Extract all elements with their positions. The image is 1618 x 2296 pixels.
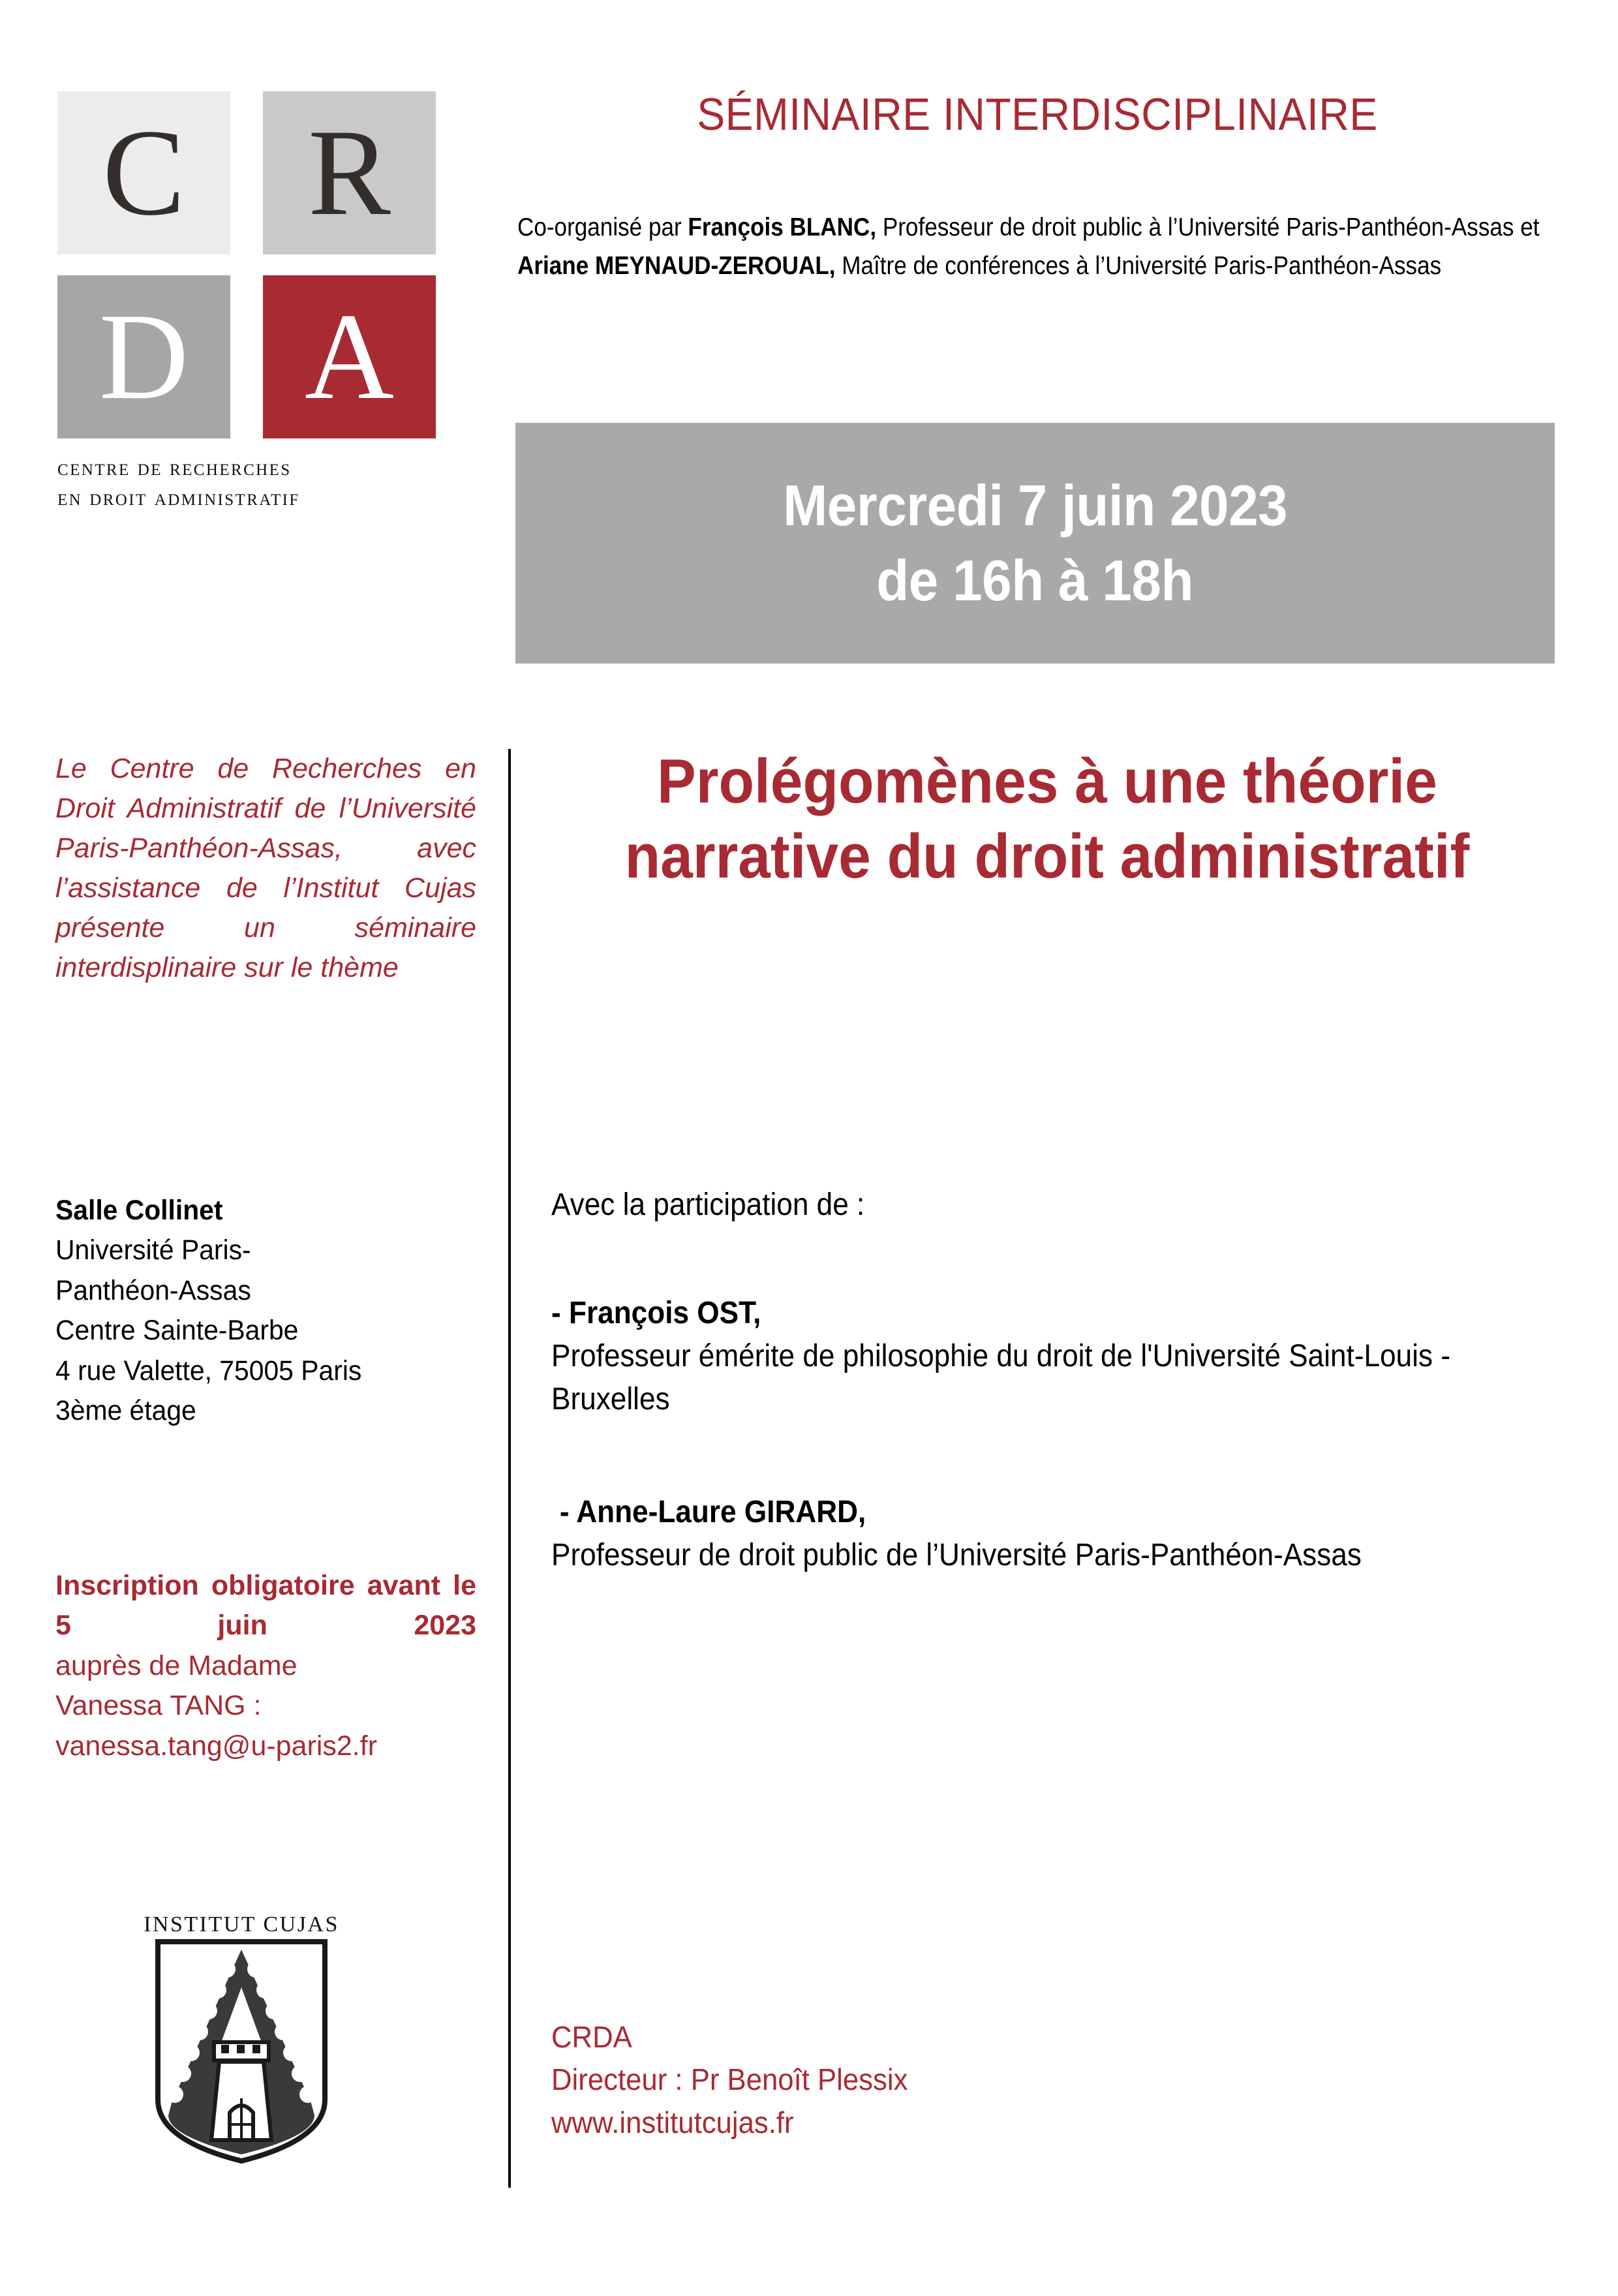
event-time-line: de 16h à 18h <box>876 547 1194 613</box>
footer-organization: CRDA <box>551 2020 632 2054</box>
crda-logo-letter-d: D <box>57 275 230 438</box>
cujas-tower-merlons <box>221 2045 260 2053</box>
venue-line-5: 3ème étage <box>55 1395 196 1427</box>
speaker-affiliation: Professeur émérite de philosophie du droit de l'Université Saint-Louis - Bruxelles <box>551 1339 1451 1417</box>
speaker-entry <box>551 1491 1452 1577</box>
crda-logo-letter-a: A <box>263 275 436 438</box>
crda-logo-letter-r: R <box>263 91 436 254</box>
venue-line-2: Panthéon-Assas <box>55 1274 251 1306</box>
venue-address-block <box>55 1191 459 1431</box>
venue-line-4: 4 rue Valette, 75005 Paris <box>55 1355 362 1386</box>
crda-caption-line-2: en droit administratif <box>57 485 300 511</box>
registration-deadline: Inscription obligatoire avant le 5 juin 2023 <box>55 1570 476 1642</box>
institut-cujas-logo <box>130 1866 352 2166</box>
speaker-name: - Anne-Laure GIRARD, <box>559 1495 866 1529</box>
organizer-name-meynaud-zeroual: Ariane MEYNAUD-ZEROUAL, <box>517 251 836 280</box>
registration-block <box>55 1566 476 1766</box>
venue-room-name: Salle Collinet <box>55 1195 223 1226</box>
event-date-line: Mercredi 7 juin 2023 <box>782 473 1288 538</box>
venue-line-1: Université Paris- <box>55 1234 251 1266</box>
speaker-entry <box>551 1292 1452 1422</box>
seminar-heading: SÉMINAIRE INTERDISCIPLINAIRE <box>697 89 1378 140</box>
crda-logo <box>57 91 449 513</box>
column-divider <box>508 749 511 2188</box>
venue-line-3: Centre Sainte-Barbe <box>55 1315 299 1347</box>
organizers-paragraph <box>517 209 1568 285</box>
crda-logo-grid <box>57 91 436 437</box>
organizer-role-blanc: Professeur de droit public à l’Université Paris-Panthéon-Assas et <box>876 213 1540 241</box>
intro-paragraph: Le Centre de Recherches en Droit Administratif de l’Université Paris-Panthéon-Assas, avec l’assistance de l’Institut Cujas présente un séminaire interdisplinaire sur le thème <box>55 753 476 984</box>
crda-logo-caption <box>57 453 449 513</box>
lecture-title: Prolégomènes à une théorie narrative du droit administratif <box>624 746 1470 892</box>
participation-intro: Avec la participation de : <box>551 1187 865 1222</box>
organizer-name-blanc: François BLANC, <box>688 213 877 241</box>
registration-email[interactable]: vanessa.tang@u-paris2.fr <box>55 1730 378 1762</box>
crda-logo-letter-c: C <box>57 91 230 254</box>
cujas-wordmark: INSTITUT CUJAS <box>144 1912 339 1936</box>
footer-website[interactable]: www.institutcujas.fr <box>551 2105 794 2139</box>
organizers-prefix: Co-organisé par <box>517 213 688 241</box>
event-date-banner <box>515 423 1555 664</box>
speaker-name: - François OST, <box>551 1296 761 1330</box>
organizer-role-meynaud-zeroual: Maître de conférences à l’Université Paris-Panthéon-Assas <box>835 251 1442 280</box>
speaker-affiliation: Professeur de droit public de l’Université Paris-Panthéon-Assas <box>551 1538 1362 1573</box>
registration-contact-line-1: auprès de Madame <box>55 1649 298 1681</box>
crda-caption-line-1: centre de recherches <box>57 455 292 480</box>
registration-contact-line-2: Vanessa TANG : <box>55 1690 262 1722</box>
footer-block <box>551 2016 908 2144</box>
footer-director: Directeur : Pr Benoît Plessix <box>551 2062 908 2097</box>
